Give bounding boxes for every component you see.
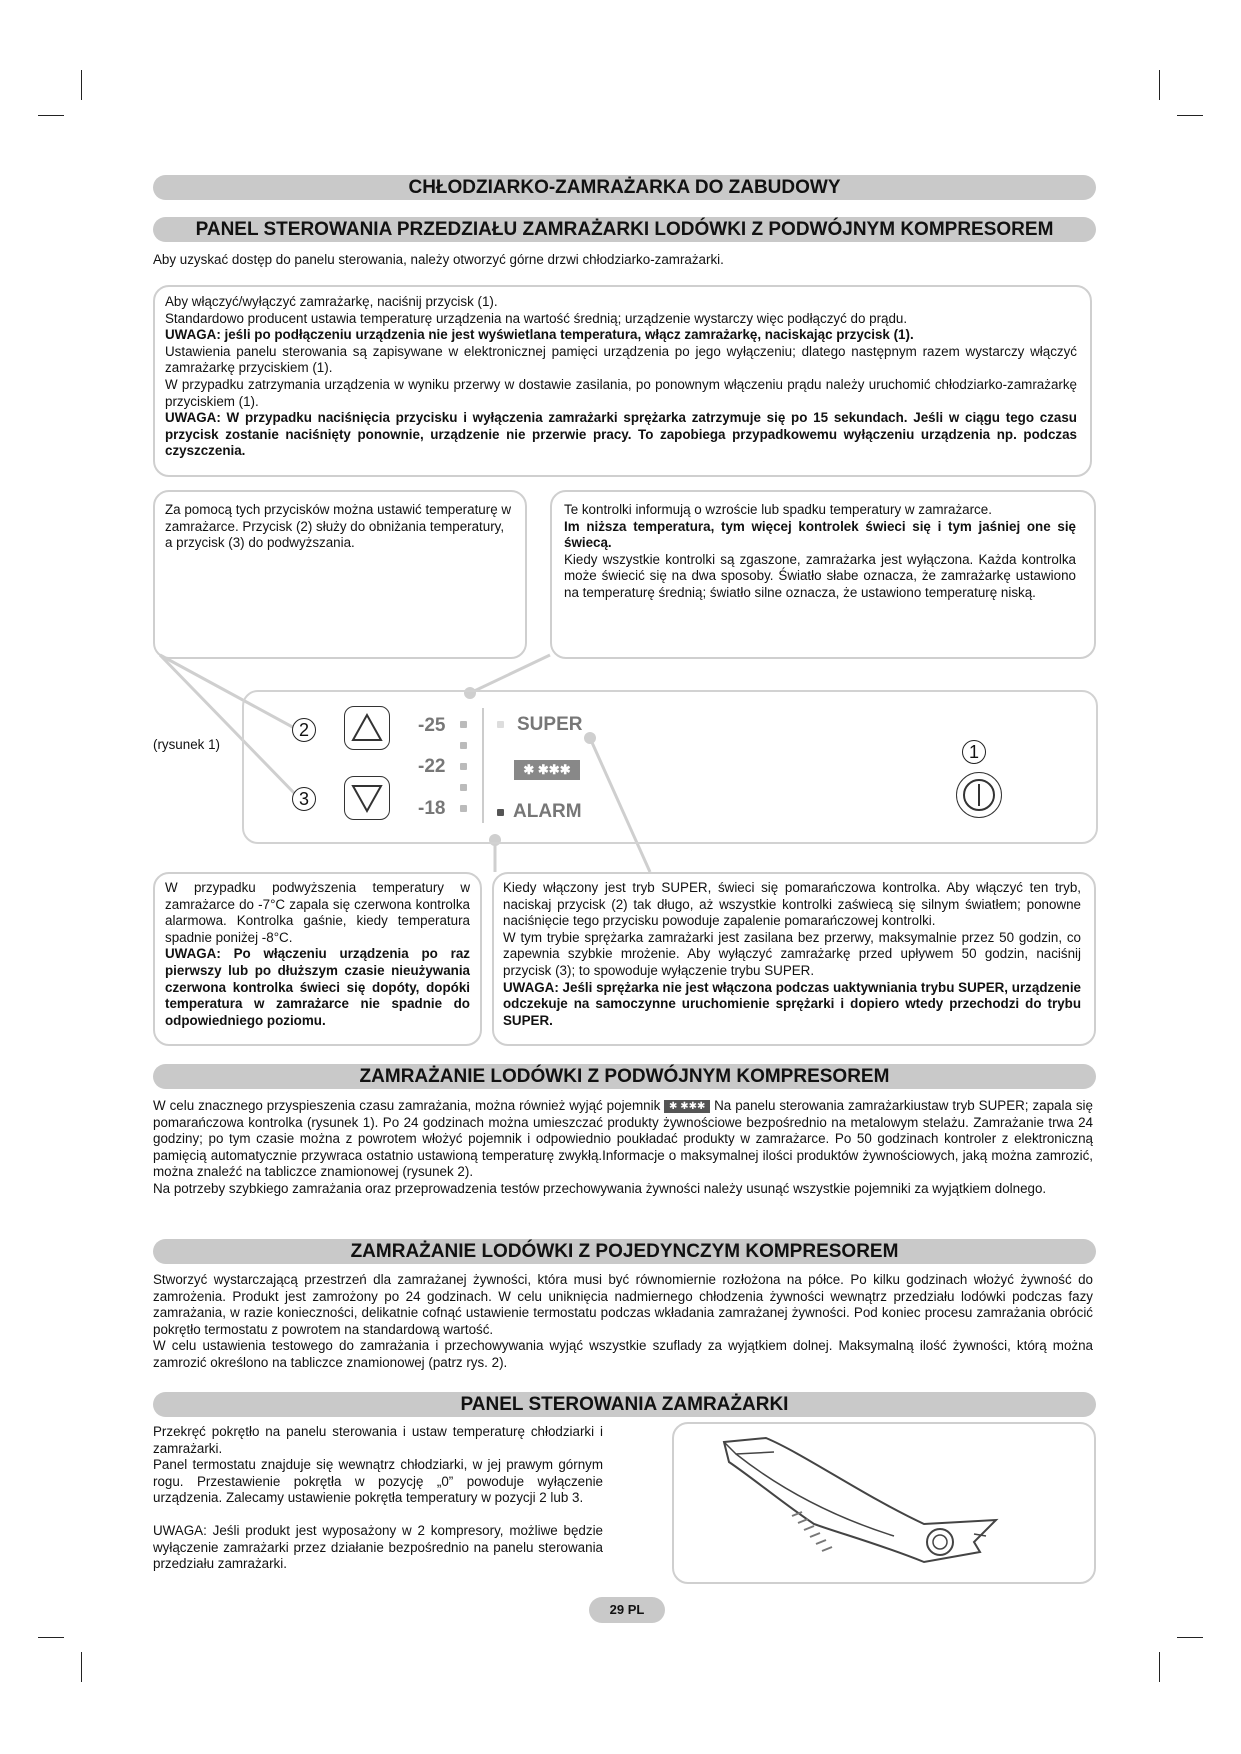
paragraph: Kiedy wszystkie kontrolki są zgaszone, zamrażarka jest wyłączona. Każda kontrolka może świecić się na dwa sposoby. Światło słabe oznacza, że zamrażarkę ustawiono na temperaturę średnią; światło silne oznacza, że ustawiono temperaturę niską. [564, 551, 1076, 600]
paragraph: Standardowo producent ustawia temperaturę urządzenia na wartość średnią; urządzenie wystarczy więc podłączyć do prądu. [165, 310, 908, 326]
triangle-down-icon [345, 777, 389, 819]
callout-number-3: 3 [292, 787, 316, 811]
container-icon: ✱ ✱✱✱ [664, 1100, 710, 1113]
temperature-up-button[interactable] [344, 776, 390, 820]
super-led [497, 721, 504, 728]
led-indicator [460, 763, 467, 770]
panel-title: PANEL STEROWANIA PRZEDZIAŁU ZAMRAŻARKI LODÓWKI Z PODWÓJNYM KOMPRESOREM [153, 217, 1096, 242]
paragraph: Panel termostatu znajduje się wewnątrz chłodziarki, w jej prawym górnym rogu. Przestawienie pokrętła w pozycję „0” powoduje wyłączenie urządzenia. Zalecamy ustawienie pokrętła temperatury w pozycji 2 lub 3. [153, 1457, 603, 1506]
temperature-label: -22 [418, 756, 446, 777]
alarm-led [497, 809, 504, 816]
paragraph: Stworzyć wystarczającą przestrzeń dla zamrażanej żywności, która musi być równomiernie rozłożona na półce. Po kilku godzinach włożyć żywność do zamrożenia. Produkt jest zamrożony po 24 godzinach. W celu uniknięcia nadmiernego chłodzenia żywności wewnątrz przedziału lodówki podczas fazy zamrażania, w razie konieczności, delikatnie cofnąć ustawienie termostatu podczas wkładania zamrażanej żywności. Pod koniec procesu zamrażania obrócić pokrętło termostatu z powrotem na standardową wartość. [153, 1272, 1093, 1337]
section-title-panel: PANEL STEROWANIA ZAMRAŻARKI [153, 1392, 1096, 1417]
temperature-down-button[interactable] [344, 706, 390, 750]
page-number: 29 PL [589, 1597, 665, 1623]
paragraph: Kiedy włączony jest tryb SUPER, świeci się pomarańczowa kontrolka. Aby włączyć ten tryb, naciskaj przycisk (2) tak długo, aż wszystkie kontrolki zaświecą się silnym światłem; ponowne naciśnięcie tego przycisku powoduje zapalenie pomarańczowej kontrolki. [503, 880, 1081, 929]
paragraph: Aby włączyć/wyłączyć zamrażarkę, naciśnij przycisk (1). [165, 294, 498, 309]
paragraph: Przekręć pokrętło na panelu sterowania i ustaw temperaturę chłodziarki i zamrażarki. [153, 1424, 603, 1456]
paragraph: W przypadku zatrzymania urządzenia w wyniku przerwy w dostawie zasilania, po ponownym włączeniu prądu należy uruchomić chłodziarko-zamrażarkę przyciskiem (1). [165, 376, 1077, 409]
warning-text: UWAGA: W przypadku naciśnięcia przycisku i wyłączenia zamrażarki sprężarka zatrzymuje się po 15 sekundach. Jeśli w ciągu tego czasu przycisk zostanie naciśnięty ponownie, urządzenie nie przerwie pracy. To zapobiega przypadkowemu wyłączeniu urządzenia np. podczas czyszczenia. [165, 410, 1077, 459]
paragraph: W tym trybie sprężarka zamrażarki jest zasilana bez przerwy, maksymalnie przez 50 godzin, co zapewnia szybkie mrożenie. Aby wyłączyć zamrażarkę przed upływem 50 godzin, naciśnij przycisk (3); to spowoduje wyłączenie trybu SUPER. [503, 929, 1081, 978]
paragraph: UWAGA: Jeśli produkt jest wyposażony w 2 kompresory, możliwe będzie wyłączenie zamrażarki przez działanie bezpośrednio na panelu sterowania przedziału zamrażarki. [153, 1522, 603, 1572]
warning-text: UWAGA: jeśli po podłączeniu urządzenia nie jest wyświetlana temperatura, włącz zamrażarkę, naciskając przycisk (1). [165, 327, 914, 343]
led-indicator [460, 805, 467, 812]
led-indicator [460, 784, 467, 791]
section-double-text [153, 1098, 1093, 1198]
main-title: CHŁODZIARKO-ZAMRAŻARKA DO ZABUDOWY [153, 175, 1096, 200]
led-indicator [460, 721, 467, 728]
paragraph: W celu znacznego przyspieszenia czasu zamrażania, można również wyjąć pojemnik ✱ ✱✱✱ Na panelu sterowania zamrażarkiustaw tryb SUPER; zapala się pomarańczowa kontrolka (rysunek 1). Po 24 godzinach można umieszczać produkty żywnościowe bezpośrednio na metalowym stelażu. Zamrażanie trwa 24 godziny; po tym czasie można z powrotem włożyć pojemnik i odpowiednio poukładać produkty w zamrażarce. Po 50 godzinach kontroler z elektroniczną pamięcią automatycznie przywraca ostatnio ustawioną temperaturę zwykłą.Informacje o maksymalnej ilości produktów żywnościowych, jaką można zamrozić, można znaleźć na tabliczce znamionowej (rysunek 2). [153, 1098, 1093, 1180]
info-box-alarm-text [165, 880, 470, 1029]
paragraph: Ustawienia panelu sterowania są zapisywane w elektronicznej pamięci urządzenia po jego wyłączeniu; dlatego następnym razem wystarczy włączyć zamrażarkę przyciskiem (1). [165, 343, 1077, 376]
info-box-buttons-text: Za pomocą tych przycisków można ustawić temperaturę w zamrażarce. Przycisk (2) służy do obniżania temperatury, a przycisk (3) do podwyższania. [165, 502, 512, 551]
panel-divider [482, 708, 484, 823]
intro-text: Aby uzyskać dostęp do panelu sterowania, należy otworzyć górne drzwi chłodziarko-zamrażarki. [153, 252, 724, 267]
paragraph: W przypadku podwyższenia temperatury w zamrażarce do -7°C zapala się czerwona kontrolka alarmowa. Kontrolka gaśnie, kiedy temperatura spadnie poniżej -8°C. [165, 880, 470, 945]
section-title-double: ZAMRAŻANIE LODÓWKI Z PODWÓJNYM KOMPRESOREM [153, 1064, 1096, 1089]
thermostat-figure [672, 1422, 1096, 1584]
power-button[interactable] [956, 772, 1002, 818]
super-label: SUPER [517, 714, 583, 735]
warning-text: UWAGA: Jeśli sprężarka nie jest włączona podczas uaktywniania trybu SUPER, urządzenie odczekuje na samoczynne uruchomienie sprężarki i dopiero wtedy przechodzi do trybu SUPER. [503, 979, 1081, 1028]
triangle-up-icon [345, 707, 389, 749]
callout-number-1: 1 [962, 740, 986, 764]
section-panel-text [153, 1424, 603, 1573]
alarm-label: ALARM [513, 801, 582, 822]
figure-caption: (rysunek 1) [153, 737, 220, 752]
section-single-text [153, 1272, 1093, 1372]
power-icon [957, 773, 1001, 817]
super-freeze-icon: ✱ ✱✱✱ [514, 760, 580, 780]
paragraph: Im niższa temperatura, tym więcej kontrolek świeci się i tym jaśniej one się świecą. [564, 518, 1076, 551]
led-indicator [460, 742, 467, 749]
info-box-super-text [503, 880, 1081, 1029]
section-title-single: ZAMRAŻANIE LODÓWKI Z POJEDYNCZYM KOMPRESOREM [153, 1239, 1096, 1264]
callout-number-2: 2 [292, 718, 316, 742]
thermostat-panel-illustration [674, 1424, 1094, 1582]
warning-text: UWAGA: Po włączeniu urządzenia po raz pierwszy lub po dłuższym czasie nieużywania czerwona kontrolka świeci się dopóty, dopóki temperatura w zamrażarce nie spadnie do odpowiedniego poziomu. [165, 946, 470, 1028]
temperature-label: -18 [418, 798, 446, 819]
paragraph: W celu ustawienia testowego do zamrażania i przechowywania wyjąć wszystkie szuflady za wyjątkiem dolnej. Maksymalną ilość żywności, którą można zamrozić określono na tabliczce znamionowej (patrz rys. 2). [153, 1338, 1093, 1370]
paragraph: Te kontrolki informują o wzroście lub spadku temperatury w zamrażarce. [564, 502, 992, 517]
temperature-label: -25 [418, 715, 446, 736]
paragraph: Na potrzeby szybkiego zamrażania oraz przeprowadzenia testów przechowywania żywności należy usunąć wszystkie pojemniki za wyjątkiem dolnego. [153, 1180, 1047, 1196]
